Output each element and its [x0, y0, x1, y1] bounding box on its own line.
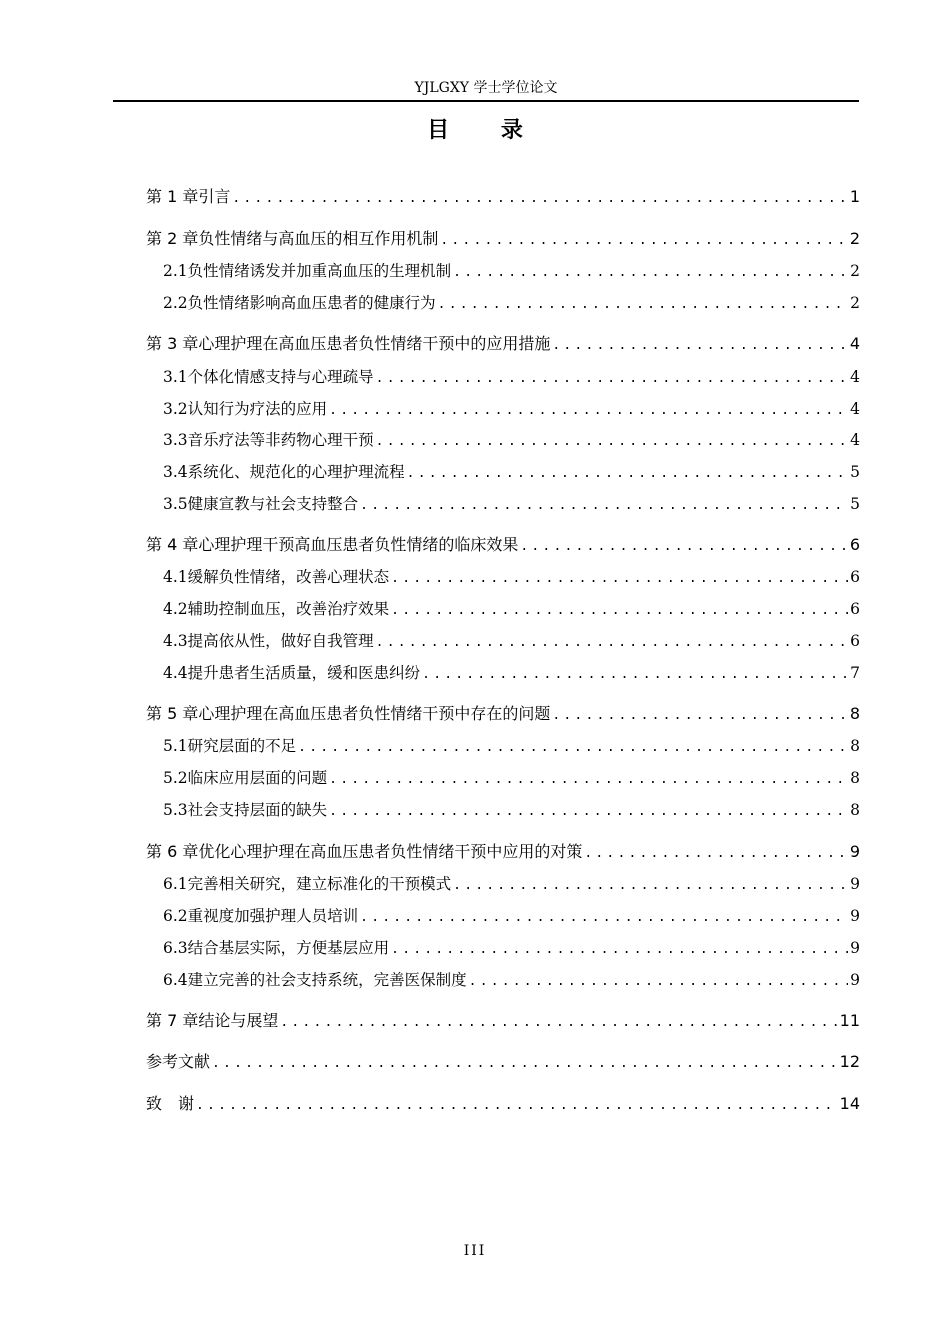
toc-entry-page: 9 — [850, 907, 860, 925]
toc-dot-leader — [376, 632, 848, 654]
page-number: III — [463, 1243, 487, 1259]
toc-entry-label: 完善相关研究，建立标准化的干预模式 — [187, 875, 452, 893]
toc-entry-label: 缓解负性情绪，改善心理状态 — [187, 568, 390, 586]
toc-entry-number: 3.2 — [163, 400, 188, 418]
toc-entry-page: 2 — [850, 294, 860, 312]
toc-entry-label: 系统化、规范化的心理护理流程 — [187, 463, 405, 481]
toc-dot-leader — [438, 294, 848, 316]
toc-dot-leader — [422, 664, 848, 686]
toc-dot-leader — [298, 737, 848, 759]
toc-dot-leader — [440, 230, 847, 252]
toc-dot-leader — [520, 536, 847, 558]
toc-entry-label: 音乐疗法等非药物心理干预 — [187, 431, 374, 449]
toc-entry-page: 5 — [850, 495, 860, 513]
toc-dot-leader — [552, 705, 847, 727]
toc-entry-number: 6.4 — [163, 971, 188, 989]
toc-entry-page: 6 — [850, 600, 860, 618]
toc-entry[interactable] — [146, 1093, 860, 1117]
toc-entry[interactable] — [146, 841, 860, 865]
toc-dot-leader — [376, 368, 848, 390]
toc-entry-number: 4.3 — [163, 632, 188, 650]
toc-entry[interactable] — [146, 186, 860, 210]
toc-entry-page: 2 — [850, 262, 860, 280]
toc-entry[interactable] — [163, 630, 860, 654]
toc-entry-label: 辅助控制血压，改善治疗效果 — [187, 600, 390, 618]
toc-entry[interactable] — [163, 799, 860, 823]
toc-entry-page: 4 — [850, 431, 860, 449]
toc-dot-leader — [329, 769, 848, 791]
toc-entry-label: 心理护理在高血压患者负性情绪干预中存在的问题 — [198, 704, 551, 723]
toc-entry-number: 5.1 — [163, 737, 188, 755]
toc-entry-page: 9 — [850, 939, 860, 957]
toc-entry-number: 第 7 章 — [146, 1011, 199, 1030]
toc-entry-page: 8 — [849, 704, 860, 723]
toc-entry[interactable] — [163, 767, 860, 791]
toc-entry-label: 参考文献 — [146, 1052, 211, 1071]
toc-entry-label: 心理护理干预高血压患者负性情绪的临床效果 — [198, 535, 519, 554]
toc-entry-label: 健康宣教与社会支持整合 — [187, 495, 359, 513]
toc-entry-number: 4.2 — [163, 600, 188, 618]
toc-entry-page: 2 — [849, 229, 860, 248]
toc-entry-page: 7 — [850, 664, 860, 682]
toc-entry-number: 5.3 — [163, 801, 188, 819]
toc-entry-page: 8 — [850, 737, 860, 755]
toc-dot-leader — [232, 188, 847, 210]
toc-entry-label: 负性情绪影响高血压患者的健康行为 — [187, 294, 436, 312]
toc-entry[interactable] — [163, 873, 860, 897]
toc-entry-number: 6.3 — [163, 939, 188, 957]
toc-entry[interactable] — [146, 703, 860, 727]
toc-entry-label: 负性情绪与高血压的相互作用机制 — [198, 229, 439, 248]
toc-dot-leader — [407, 463, 848, 485]
toc-entry-page: 1 — [849, 187, 860, 206]
toc-entry-label: 结合基层实际，方便基层应用 — [187, 939, 390, 957]
toc-dot-leader — [453, 875, 848, 897]
toc-dot-leader — [391, 568, 848, 590]
toc-entry-page: 9 — [850, 875, 860, 893]
toc-entry-page: 9 — [849, 842, 860, 861]
toc-entry-number: 第 6 章 — [146, 842, 199, 861]
toc-dot-leader — [376, 431, 848, 453]
toc-entry[interactable] — [163, 260, 860, 284]
toc-entry-page: 4 — [850, 368, 860, 386]
toc-entry[interactable] — [163, 398, 860, 422]
toc-dot-leader — [391, 939, 848, 961]
toc-dot-leader — [360, 495, 848, 517]
toc-entry[interactable] — [146, 1051, 860, 1075]
toc-entry-number: 3.1 — [163, 368, 188, 386]
toc-entry-label: 致 谢 — [146, 1094, 195, 1113]
toc-entry-page: 14 — [839, 1094, 860, 1113]
toc-entry[interactable] — [163, 937, 860, 961]
toc-entry-number: 第 2 章 — [146, 229, 199, 248]
toc-entry-label: 个体化情感支持与心理疏导 — [187, 368, 374, 386]
toc-entry[interactable] — [163, 461, 860, 485]
toc-entry-label: 引言 — [198, 187, 231, 206]
toc-dot-leader — [552, 335, 847, 357]
toc-entry-page: 8 — [850, 801, 860, 819]
toc-entry-number: 第 1 章 — [146, 187, 199, 206]
toc-dot-leader — [584, 843, 847, 865]
toc-entry-label: 社会支持层面的缺失 — [187, 801, 328, 819]
toc-entry-number: 2.2 — [163, 294, 188, 312]
toc-entry[interactable] — [163, 735, 860, 759]
toc-entry-label: 重视度加强护理人员培训 — [187, 907, 359, 925]
toc-entry[interactable] — [163, 493, 860, 517]
toc-dot-leader — [453, 262, 848, 284]
toc-entry-number: 6.2 — [163, 907, 188, 925]
toc-entry-number: 3.3 — [163, 431, 188, 449]
toc-entry-page: 4 — [849, 334, 860, 353]
page-title: 目 录 — [427, 118, 545, 143]
toc-dot-leader — [329, 801, 848, 823]
toc-dot-leader — [212, 1053, 838, 1075]
toc-entry-page: 12 — [839, 1052, 860, 1071]
page-header: YJLGXY 学士学位论文 — [414, 80, 558, 96]
toc-entry-page: 8 — [850, 769, 860, 787]
toc-entry[interactable] — [163, 366, 860, 390]
toc-entry-number: 4.1 — [163, 568, 188, 586]
toc-entry[interactable] — [163, 566, 860, 590]
toc-entry[interactable] — [163, 292, 860, 316]
toc-entry[interactable] — [163, 662, 860, 686]
toc-dot-leader — [469, 971, 848, 993]
toc-entry-number: 4.4 — [163, 664, 188, 682]
toc-entry[interactable] — [163, 969, 860, 993]
toc-entry-number: 第 5 章 — [146, 704, 199, 723]
toc-entry-number: 第 4 章 — [146, 535, 199, 554]
toc-entry-number: 5.2 — [163, 769, 188, 787]
toc-dot-leader — [360, 907, 848, 929]
toc-entry-number: 3.5 — [163, 495, 188, 513]
toc-entry-number: 3.4 — [163, 463, 188, 481]
toc-entry-label: 结论与展望 — [198, 1011, 279, 1030]
toc-dot-leader — [280, 1012, 837, 1034]
toc-entry[interactable] — [163, 429, 860, 453]
toc-entry-page: 5 — [850, 463, 860, 481]
toc-dot-leader — [329, 400, 848, 422]
toc-entry-label: 提高依从性，做好自我管理 — [187, 632, 374, 650]
toc-entry-label: 优化心理护理在高血压患者负性情绪干预中应用的对策 — [198, 842, 583, 861]
toc-entry-label: 研究层面的不足 — [187, 737, 297, 755]
toc-entry[interactable] — [146, 1010, 860, 1034]
toc-entry-label: 负性情绪诱发并加重高血压的生理机制 — [187, 262, 452, 280]
toc-dot-leader — [196, 1095, 838, 1117]
toc-entry[interactable] — [163, 598, 860, 622]
toc-entry[interactable] — [146, 534, 860, 558]
toc-entry-number: 6.1 — [163, 875, 188, 893]
toc-entry-page: 4 — [850, 400, 860, 418]
toc-entry-page: 11 — [839, 1011, 860, 1030]
toc-entry[interactable] — [163, 905, 860, 929]
toc-entry-number: 第 3 章 — [146, 334, 199, 353]
toc-entry-page: 6 — [849, 535, 860, 554]
toc-entry-label: 心理护理在高血压患者负性情绪干预中的应用措施 — [198, 334, 551, 353]
toc-entry-label: 建立完善的社会支持系统，完善医保制度 — [187, 971, 467, 989]
toc-entry-page: 6 — [850, 632, 860, 650]
toc-entry[interactable] — [146, 228, 860, 252]
toc-entry-label: 认知行为疗法的应用 — [187, 400, 328, 418]
toc-dot-leader — [391, 600, 848, 622]
toc-entry[interactable] — [146, 333, 860, 357]
toc-entry-number: 2.1 — [163, 262, 188, 280]
toc-entry-page: 9 — [850, 971, 860, 989]
toc-entry-page: 6 — [850, 568, 860, 586]
toc-entry-label: 提升患者生活质量，缓和医患纠纷 — [187, 664, 421, 682]
toc-entry-label: 临床应用层面的问题 — [187, 769, 328, 787]
